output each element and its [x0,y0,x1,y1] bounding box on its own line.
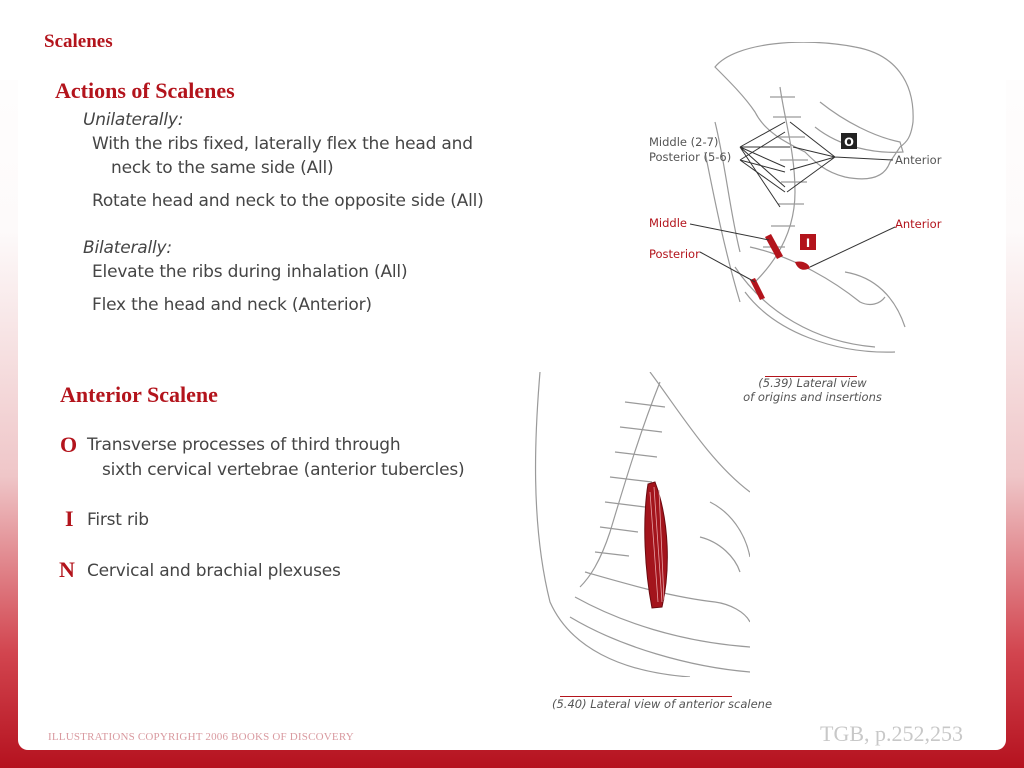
insertion-letter: I [65,506,74,531]
anterior-scalene-heading: Anterior Scalene [60,382,218,407]
figure-origins-insertions [645,42,945,357]
slide-title: Scalenes [44,31,113,52]
jaw-outline [650,372,750,492]
bilateral-label: Bilaterally: [83,238,172,258]
page-reference: TGB, p.252,253 [820,721,963,746]
figure-anterior-scalene [530,372,750,677]
copyright-footer: ILLUSTRATIONS COPYRIGHT 2006 BOOKS OF DISCOVERY [48,731,354,743]
rib-cage [570,597,750,672]
anterior-insertion-mark [795,261,810,269]
figure1-caption-line2: of origins and insertions [743,390,882,404]
origin-line-1: Transverse processes of third through [87,435,401,455]
origin-line-2: sixth cervical vertebrae (anterior tubercles) [102,460,465,480]
label-anterior-origin: Anterior [895,153,942,167]
unilateral-action-1a: With the ribs fixed, laterally flex the head and [92,134,473,154]
label-middle-insertion: Middle [649,216,687,230]
skull-outline [715,42,913,179]
innervation-line: Cervical and brachial plexuses [87,561,341,581]
unilateral-action-2: Rotate head and neck to the opposite side (All) [92,191,484,211]
svg-text:O: O [844,135,854,149]
label-posterior-insertion: Posterior [649,247,700,261]
figure1-caption-line1: (5.39) Lateral view [758,376,867,390]
bilateral-action-1: Elevate the ribs during inhalation (All) [92,262,408,282]
mandible-outline [815,102,903,152]
insertion-line: First rib [87,510,149,530]
first-rib [750,247,885,304]
bilateral-action-2: Flex the head and neck (Anterior) [92,295,372,315]
label-posterior-origin: Posterior (5-6) [649,150,732,164]
actions-heading: Actions of Scalenes [55,78,235,103]
label-middle-origin: Middle (2-7) [649,135,719,149]
innervation-letter: N [59,557,75,582]
figure1-caption [740,376,885,404]
unilateral-label: Unilaterally: [83,110,184,130]
unilateral-action-1b: neck to the same side (All) [111,158,334,178]
figure2-caption: (5.40) Lateral view of anterior scalene [552,697,773,711]
rib-cage [735,267,905,352]
svg-text:I: I [805,236,811,250]
label-anterior-insertion: Anterior [895,217,942,231]
origin-letter: O [60,432,78,457]
